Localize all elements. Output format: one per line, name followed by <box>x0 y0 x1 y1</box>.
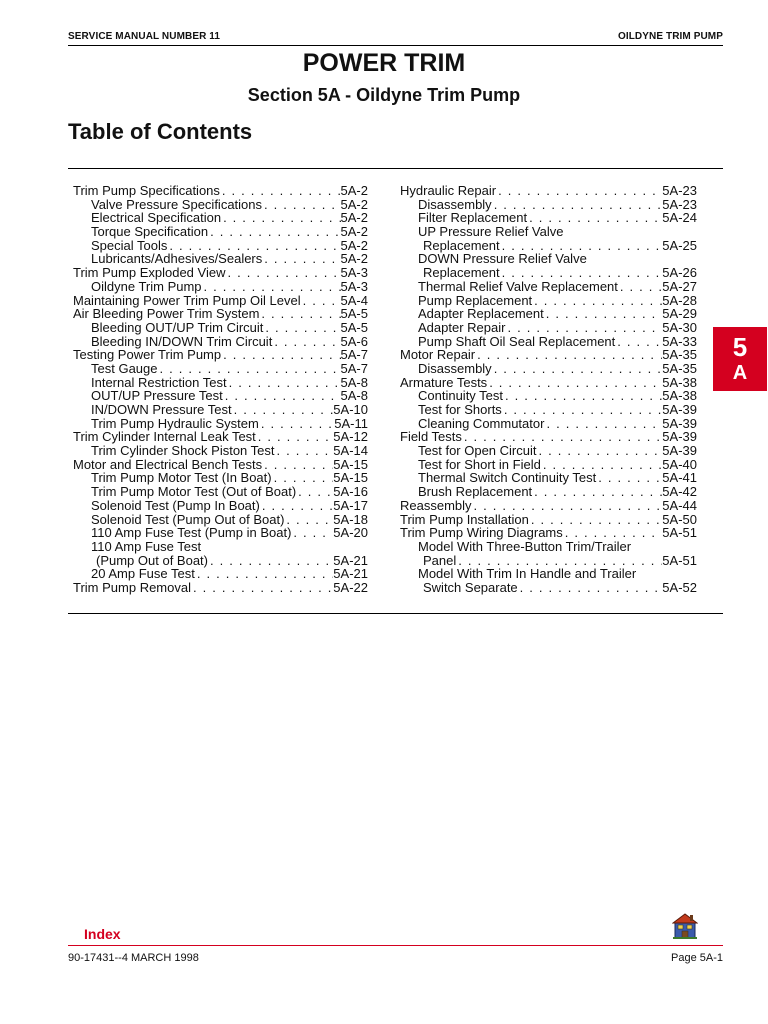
toc-dot-leader <box>275 444 334 458</box>
toc-entry-page: 5A-27 <box>662 278 697 294</box>
toc-entry-page: 5A-2 <box>340 210 368 226</box>
toc-dot-leader <box>284 513 333 527</box>
toc-entry-title: Filter Replacement <box>418 210 528 226</box>
toc-entry-page: 5A-24 <box>662 210 697 226</box>
toc-entry[interactable] <box>400 307 697 321</box>
toc-entry[interactable] <box>73 417 368 431</box>
toc-dot-leader <box>456 554 662 568</box>
toc-entry-page: 5A-7 <box>340 347 368 363</box>
home-icon[interactable] <box>672 912 698 940</box>
toc-entry-page: 5A-3 <box>340 265 368 281</box>
toc-entry-page: 5A-50 <box>662 511 697 527</box>
toc-entry-page: 5A-51 <box>662 525 697 541</box>
toc-entry-title: Brush Replacement <box>418 484 533 500</box>
toc-entry[interactable] <box>400 554 697 568</box>
toc-dot-leader <box>544 307 663 321</box>
toc-entry-title: Trim Cylinder Internal Leak Test <box>73 429 256 445</box>
toc-entry-title: Armature Tests <box>400 374 488 390</box>
toc-entry[interactable] <box>73 280 368 294</box>
toc-entry[interactable] <box>73 335 368 349</box>
toc-entry[interactable] <box>400 280 697 294</box>
toc-entry-title: Test Gauge <box>91 360 158 376</box>
toc-dot-leader <box>272 335 340 349</box>
toc-top-divider <box>68 168 723 169</box>
toc-entry-title: Motor and Electrical Bench Tests <box>73 456 263 472</box>
toc-entry-title: Bleeding OUT/UP Trim Circuit <box>91 319 264 335</box>
toc-entry[interactable] <box>400 458 697 472</box>
header-section-name: OILDYNE TRIM PUMP <box>617 31 723 42</box>
toc-dot-leader <box>563 526 663 540</box>
toc-dot-leader <box>462 430 662 444</box>
toc-entry-page: 5A-6 <box>340 333 368 349</box>
toc-entry[interactable] <box>400 444 697 458</box>
toc-entry-page: 5A-11 <box>334 415 368 431</box>
toc-dot-leader <box>158 362 341 376</box>
toc-entry-title: Solenoid Test (Pump In Boat) <box>91 497 260 513</box>
toc-entry[interactable] <box>73 348 368 362</box>
toc-entry-page: 5A-23 <box>662 196 697 212</box>
toc-dot-leader <box>537 444 663 458</box>
toc-dot-leader <box>202 280 341 294</box>
toc-dot-leader <box>291 526 333 540</box>
toc-entry-page: 5A-29 <box>662 306 697 322</box>
toc-entry-title: Special Tools <box>91 237 168 253</box>
toc-entry[interactable] <box>400 513 697 527</box>
toc-entry-title: Test for Shorts <box>418 402 502 417</box>
toc-dot-leader <box>259 417 334 431</box>
toc-dot-leader <box>262 252 340 266</box>
toc-entry-title: Bleeding IN/DOWN Trim Circuit <box>91 333 273 349</box>
toc-entry-title: Replacement <box>423 237 500 253</box>
toc-entry-page: 5A-8 <box>340 374 368 390</box>
toc-entry-title: Pump Shaft Oil Seal Replacement <box>418 333 616 349</box>
toc-entry-page: 5A-39 <box>662 402 697 417</box>
toc-entry-page: 5A-8 <box>340 388 368 404</box>
section-subtitle: Section 5A - Oildyne Trim Pump <box>247 85 521 105</box>
toc-entry[interactable] <box>400 485 697 499</box>
toc-entry[interactable] <box>73 252 368 266</box>
toc-entry-title: Trim Pump Exploded View <box>73 265 226 281</box>
toc-dot-leader <box>505 321 662 335</box>
toc-entry[interactable] <box>400 499 697 513</box>
toc-entry-page: 5A-25 <box>662 237 697 253</box>
toc-entry[interactable] <box>73 581 368 595</box>
toc-entry[interactable] <box>73 389 368 403</box>
toc-entry-title: Trim Pump Motor Test (Out of Boat) <box>91 484 297 500</box>
toc-entry-title: Oildyne Trim Pump <box>91 278 202 294</box>
toc-entry-page: 5A-7 <box>340 360 368 376</box>
toc-dot-leader <box>272 471 334 485</box>
toc-entry[interactable] <box>400 540 697 554</box>
toc-entry[interactable] <box>73 403 368 417</box>
toc-entry[interactable] <box>400 581 697 595</box>
toc-entry-title: 110 Amp Fuse Test <box>91 538 202 554</box>
toc-entry-title: Solenoid Test (Pump Out of Boat) <box>91 511 285 527</box>
toc-entry-page: 5A-42 <box>662 484 697 500</box>
toc-entry-title: Pump Replacement <box>418 292 533 308</box>
toc-entry-page: 5A-2 <box>340 224 368 240</box>
toc-dot-leader <box>527 211 662 225</box>
toc-dot-leader <box>541 458 662 472</box>
toc-entry-title: Internal Restriction Test <box>91 374 227 390</box>
toc-entry-page: 5A-52 <box>662 579 697 595</box>
toc-entry-title: Thermal Relief Valve Replacement <box>418 278 618 294</box>
toc-entry-page: 5A-5 <box>340 319 368 335</box>
toc-entry[interactable] <box>73 294 368 308</box>
toc-entry[interactable] <box>400 239 697 253</box>
toc-entry[interactable] <box>73 321 368 335</box>
toc-entry-page: 5A-38 <box>662 388 697 404</box>
toc-entry[interactable] <box>400 335 697 349</box>
toc-entry-title: Continuity Test <box>418 388 504 404</box>
toc-entry-page: 5A-2 <box>340 196 368 212</box>
section-tab-letter: A <box>732 362 748 384</box>
toc-entry-title: Trim Cylinder Shock Piston Test <box>91 443 275 459</box>
toc-dot-leader <box>195 567 333 581</box>
toc-entry-title: Trim Pump Hydraulic System <box>91 415 259 431</box>
toc-entry[interactable] <box>73 362 368 376</box>
toc-dot-leader <box>208 225 340 239</box>
toc-entry-title: IN/DOWN Pressure Test <box>91 402 232 417</box>
toc-entry[interactable] <box>400 471 697 485</box>
toc-entry-title: Torque Specification <box>91 224 209 240</box>
toc-entry-title: 110 Amp Fuse Test (Pump in Boat) <box>91 525 292 541</box>
toc-dot-leader <box>492 362 663 376</box>
toc-entry-title: Maintaining Power Trim Pump Oil Level <box>73 292 301 308</box>
toc-dot-leader <box>502 403 662 417</box>
toc-dot-leader <box>232 403 334 417</box>
toc-entry-page: 5A-35 <box>662 347 697 363</box>
toc-entry[interactable] <box>400 430 697 444</box>
toc-entry[interactable] <box>400 362 697 376</box>
toc-entry-title: Trim Pump Removal <box>73 579 191 595</box>
toc-dot-leader <box>221 348 340 362</box>
toc-entry-page: 5A-10 <box>333 402 368 417</box>
toc-entry[interactable] <box>400 225 697 239</box>
toc-entry[interactable] <box>400 294 697 308</box>
toc-entry[interactable] <box>400 198 697 212</box>
toc-entry-title: Testing Power Trim Pump <box>73 347 222 363</box>
toc-entry[interactable] <box>73 499 368 513</box>
toc-entry-page: 5A-38 <box>662 374 697 390</box>
toc-dot-leader <box>472 499 663 513</box>
toc-dot-leader <box>296 485 333 499</box>
toc-dot-leader <box>262 198 341 212</box>
toc-entry-title: Model With Trim In Handle and Trailer <box>418 566 637 582</box>
toc-entry-title: Panel <box>423 552 457 568</box>
toc-entry-page: 5A-39 <box>662 415 697 431</box>
toc-entry[interactable] <box>73 198 368 212</box>
toc-entry-title: Adapter Repair <box>418 319 506 335</box>
toc-entry-page: 5A-3 <box>340 278 368 294</box>
toc-dot-leader <box>225 266 340 280</box>
toc-entry-page: 5A-28 <box>662 292 697 308</box>
toc-dot-leader <box>529 513 662 527</box>
toc-entry[interactable] <box>400 184 697 198</box>
toc-dot-leader <box>262 458 333 472</box>
toc-dot-leader <box>487 376 662 390</box>
toc-entry-title: Trim Pump Installation <box>400 511 529 527</box>
toc-entry[interactable] <box>400 266 697 280</box>
toc-dot-leader <box>208 554 333 568</box>
toc-dot-leader <box>263 321 340 335</box>
toc-entry-page: 5A-39 <box>662 429 697 445</box>
section-tab-5a[interactable] <box>713 327 767 391</box>
toc-entry-page: 5A-16 <box>333 484 368 500</box>
toc-entry-page: 5A-2 <box>340 183 368 198</box>
toc-entry-title: Lubricants/Adhesives/Sealers <box>91 251 263 267</box>
toc-entry-page: 5A-15 <box>333 470 368 486</box>
toc-entry-title: 20 Amp Fuse Test <box>91 566 195 582</box>
toc-entry[interactable] <box>73 184 368 198</box>
footer-divider <box>68 945 723 946</box>
toc-entry[interactable] <box>73 239 368 253</box>
toc-entry-title: Field Tests <box>400 429 462 445</box>
toc-entry[interactable] <box>400 321 697 335</box>
toc-entry[interactable] <box>400 348 697 362</box>
toc-dot-leader <box>227 376 341 390</box>
toc-dot-leader <box>532 294 662 308</box>
toc-dot-leader <box>500 266 663 280</box>
toc-dot-leader <box>532 485 662 499</box>
toc-entry-page: 5A-21 <box>333 552 368 568</box>
toc-dot-leader <box>260 499 333 513</box>
toc-entry-title: Thermal Switch Continuity Test <box>418 470 597 486</box>
toc-dot-leader <box>223 389 341 403</box>
toc-left-column <box>73 184 368 595</box>
header-divider <box>68 45 723 46</box>
toc-entry-page: 5A-51 <box>662 552 697 568</box>
toc-dot-leader <box>256 430 334 444</box>
toc-entry[interactable] <box>73 307 368 321</box>
toc-bottom-divider <box>68 613 723 614</box>
toc-entry-page: 5A-2 <box>340 237 368 253</box>
toc-entry-page: 5A-35 <box>662 360 697 376</box>
toc-entry[interactable] <box>400 526 697 540</box>
toc-dot-leader <box>301 294 341 308</box>
toc-dot-leader <box>259 307 340 321</box>
toc-entry[interactable] <box>73 513 368 527</box>
toc-entry[interactable] <box>73 211 368 225</box>
toc-entry[interactable] <box>400 211 697 225</box>
toc-entry-page: 5A-39 <box>662 443 697 459</box>
toc-entry-page: 5A-33 <box>662 333 697 349</box>
toc-entry[interactable] <box>73 376 368 390</box>
toc-entry-page: 5A-18 <box>333 511 368 527</box>
toc-entry-page: 5A-14 <box>333 443 368 459</box>
toc-entry[interactable] <box>400 376 697 390</box>
toc-entry[interactable] <box>73 444 368 458</box>
toc-entry-title: (Pump Out of Boat) <box>96 552 208 568</box>
section-tab-number: 5 <box>732 332 748 362</box>
toc-entry-title: Reassembly <box>400 497 472 513</box>
toc-entry-title: Cleaning Commutator <box>418 415 545 431</box>
toc-entry-title: Trim Pump Wiring Diagrams <box>400 525 563 541</box>
toc-entry-page: 5A-23 <box>662 183 697 198</box>
toc-dot-leader <box>496 184 662 198</box>
toc-dot-leader <box>544 417 662 431</box>
toc-entry-page: 5A-2 <box>340 251 368 267</box>
toc-entry-title: Trim Pump Motor Test (In Boat) <box>91 470 272 486</box>
toc-dot-leader <box>596 471 662 485</box>
toc-entry[interactable] <box>400 567 697 581</box>
toc-entry[interactable] <box>73 430 368 444</box>
toc-entry-title: Valve Pressure Specifications <box>91 196 263 212</box>
toc-entry[interactable] <box>73 471 368 485</box>
footer-part-number-date: 90-17431--4 MARCH 1998 <box>68 952 199 964</box>
toc-entry-title: Test for Short in Field <box>418 456 541 472</box>
header-manual-number: SERVICE MANUAL NUMBER 11 <box>68 31 221 42</box>
toc-entry-title: Switch Separate <box>423 579 518 595</box>
toc-entry-page: 5A-17 <box>333 497 368 513</box>
toc-entry-title: Hydraulic Repair <box>400 183 497 198</box>
toc-dot-leader <box>500 239 663 253</box>
toc-entry-page: 5A-30 <box>662 319 697 335</box>
toc-entry-page: 5A-44 <box>662 497 697 513</box>
toc-entry-title: UP Pressure Relief Valve <box>418 224 564 240</box>
toc-entry-title: Disassembly <box>418 196 492 212</box>
toc-entry-page: 5A-12 <box>333 429 368 445</box>
toc-entry[interactable] <box>73 526 368 540</box>
toc-dot-leader <box>518 581 663 595</box>
toc-entry-title: Motor Repair <box>400 347 476 363</box>
page-title: POWER TRIM <box>302 49 466 77</box>
toc-dot-leader <box>503 389 662 403</box>
footer-page-number: Page 5A-1 <box>671 952 723 964</box>
toc-dot-leader <box>221 211 340 225</box>
toc-entry-title: Replacement <box>423 265 500 281</box>
toc-entry-title: OUT/UP Pressure Test <box>91 388 223 404</box>
toc-entry[interactable] <box>400 252 697 266</box>
toc-entry-title: DOWN Pressure Relief Valve <box>418 251 587 267</box>
toc-entry-title: Disassembly <box>418 360 492 376</box>
toc-dot-leader <box>615 335 662 349</box>
toc-dot-leader <box>167 239 340 253</box>
toc-dot-leader <box>475 348 662 362</box>
toc-entry[interactable] <box>400 389 697 403</box>
toc-entry[interactable] <box>73 266 368 280</box>
toc-entry[interactable] <box>73 554 368 568</box>
toc-entry-title: Electrical Specification <box>91 210 222 226</box>
toc-entry-page: 5A-40 <box>662 456 697 472</box>
toc-entry-page: 5A-20 <box>333 525 368 541</box>
toc-entry-title: Trim Pump Specifications <box>73 183 220 198</box>
toc-heading: Table of Contents <box>68 119 253 144</box>
toc-entry-title: Test for Open Circuit <box>418 443 537 459</box>
toc-dot-leader <box>492 198 663 212</box>
toc-dot-leader <box>191 581 333 595</box>
toc-entry-page: 5A-15 <box>333 456 368 472</box>
toc-entry-page: 5A-21 <box>333 566 368 582</box>
toc-entry[interactable] <box>73 485 368 499</box>
toc-entry-page: 5A-41 <box>662 470 697 486</box>
toc-entry-page: 5A-4 <box>340 292 368 308</box>
toc-entry-title: Air Bleeding Power Trim System <box>73 306 260 322</box>
toc-entry[interactable] <box>73 567 368 581</box>
toc-entry-page: 5A-26 <box>662 265 697 281</box>
toc-entry-page: 5A-5 <box>340 306 368 322</box>
toc-entry-title: Adapter Replacement <box>418 306 544 322</box>
toc-entry[interactable] <box>73 225 368 239</box>
toc-entry[interactable] <box>400 403 697 417</box>
toc-right-column <box>400 184 697 595</box>
toc-dot-leader <box>618 280 662 294</box>
toc-entry[interactable] <box>73 458 368 472</box>
toc-entry[interactable] <box>73 540 368 554</box>
toc-entry[interactable] <box>400 417 697 431</box>
toc-dot-leader <box>220 184 341 198</box>
toc-entry-page: 5A-22 <box>333 579 368 595</box>
index-link[interactable]: Index <box>84 926 121 942</box>
toc-entry-title: Model With Three-Button Trim/Trailer <box>418 538 632 554</box>
